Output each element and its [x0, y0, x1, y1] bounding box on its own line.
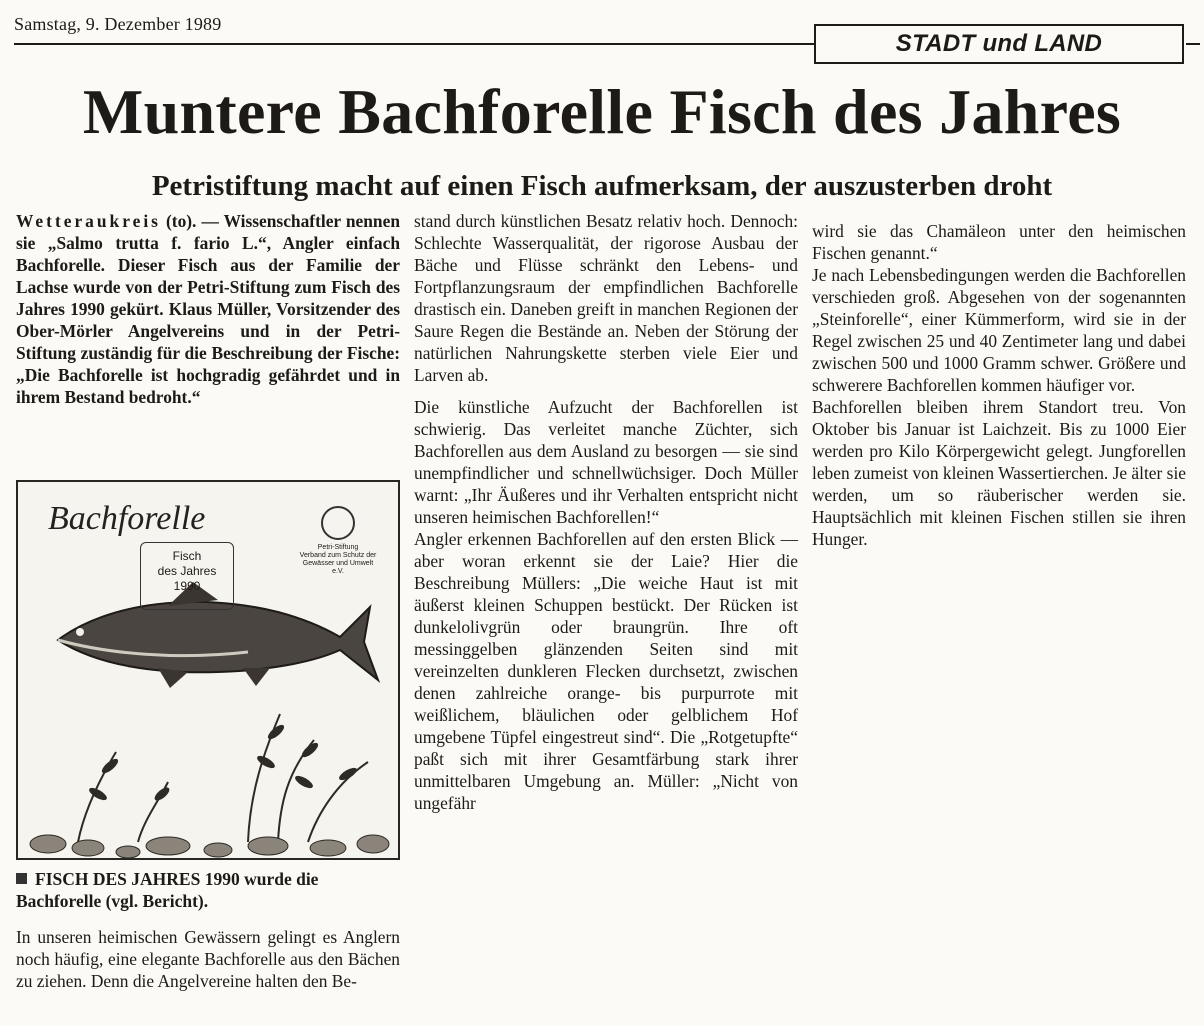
headline: Muntere Bachforelle Fisch des Jahres: [82, 76, 1122, 147]
lead-place: Wetteraukreis: [16, 211, 161, 231]
paragraph: Bachforellen bleiben ihrem Standort treu. Von Oktober bis Januar ist Laichzeit. Bis zu 1000 Eier werden pro Kilo Körpergewicht gelegt. Jungforellen leben zumeist von kleinen Wassertierchen. Je älter sie werden, um so räuberischer werden sie. Hauptsächlich mit kleinen Fischen stillen sie ihren Hunger.: [812, 397, 1186, 549]
figure-badge: [140, 542, 234, 610]
top-rule: [14, 43, 814, 45]
badge-line-3: 1990: [173, 579, 201, 593]
badge-line-1: Fisch: [172, 549, 202, 563]
paragraph: In unseren heimischen Gewässern gelingt es Anglern noch häufig, eine elegante Bachforelle aus den Bächen zu ziehen. Denn die Angelvereine halten den Be-: [16, 927, 400, 991]
caption-text: FISCH DES JAHRES 1990 wurde die Bachforelle (vgl. Bericht).: [16, 869, 319, 911]
logo-line-2: Verband zum Schutz der Gewässer und Umwelt e.V.: [299, 552, 377, 575]
caption-square-icon: [16, 873, 27, 884]
column-1: [16, 210, 400, 408]
logo-line-1: Petri-Stiftung: [317, 544, 359, 551]
column-3: [812, 220, 1186, 550]
lead-text: (to). — Wissenschaftler nennen sie „Salmo trutta f. fario L.“, Angler einfach Bachforelle. Dieser Fisch aus der Familie der Lachse wurde von der Petri-Stiftung zum Fisch des Jahres 1990 gekürt. Klaus Müller, Vorsitzender des Ober-Mörler Angelvereins und in der Petri-Stiftung zuständig für die Beschreibung der Fische: „Die Bachforelle ist hochgradig gefährdet und in ihrem Bestand bedroht.“: [16, 211, 400, 407]
figure-title: Bachforelle: [48, 500, 206, 537]
paragraph: stand durch künstlichen Besatz relativ hoch. Dennoch: Schlechte Wasserqualität, der rigorose Ausbau der Bäche und Flüsse schränkt den Lebens- und Fortpflanzungsraum der empfindlichen Bachforelle drastisch ein. Daneben greift in manchen Regionen der Saure Regen die Bestände an. Neben der Störung der natürlichen Nahrungskette sterben viele Eier und Larven ab.: [414, 211, 798, 385]
lead-paragraph: [16, 210, 400, 408]
column-2: [414, 210, 798, 814]
subheadline: Petristiftung macht auf einen Fisch aufmerksam, der auszusterben droht: [151, 170, 1053, 202]
petri-logo-icon: [321, 506, 355, 540]
dateline: Samstag, 9. Dezember 1989: [14, 14, 222, 34]
column-1-continued: [16, 926, 400, 992]
figure-caption: [16, 868, 400, 912]
paragraph: Angler erkennen Bachforellen auf den ersten Blick — aber woran erkennt sie der Laie? Hier die Beschreibung Müllers: „Die weiche Haut ist mit äußerst kleinen Schuppen bestückt. Der Rücken ist dunkelolivgrün oder braungrün. Ihre oft messinggelben glänzenden Seiten sind mit vereinzelten dunkleren Flecken durchsetzt, zwischen denen zahlreiche orange- bis purpurrote mit weißlichem, bläulichen oder gelblichem Hof umgebene Tüpfel eingestreut sind“. Die „Rotgetupfte“ paßt sich mit ihrer Gesamtfärbung stark ihrer unmittelbaren Umgebung an. Müller: „Nicht von ungefähr: [414, 529, 798, 813]
paragraph: Je nach Lebensbedingungen werden die Bachforellen verschieden groß. Abgesehen von der sogenannten „Steinforelle“, einer Kümmerform, wird sie in der Regel zwischen 25 und 40 Zentimeter lang und dabei zwischen 500 und 1000 Gramm schwer. Größere und schwerere Bachforellen kommen häufiger vor.: [812, 265, 1186, 395]
section-label: STADT und LAND: [814, 24, 1184, 64]
fish-illustration: [16, 480, 400, 860]
paragraph: Die künstliche Aufzucht der Bachforellen ist schwierig. Das verleitet manche Züchter, sich Bachforellen aus dem Ausland zu besorgen — sie sind unempfindlicher und schnellwüchsiger. Doch Müller warnt: „Ihr Äußeres und ihr Verhalten entspricht nicht unseren heimischen Bachforellen!“: [414, 397, 798, 527]
paragraph: wird sie das Chamäleon unter den heimischen Fischen genannt.“: [812, 221, 1186, 263]
petri-logo: [298, 506, 378, 576]
top-rule-right: [1186, 43, 1200, 45]
badge-line-2: des Jahres: [157, 564, 217, 578]
